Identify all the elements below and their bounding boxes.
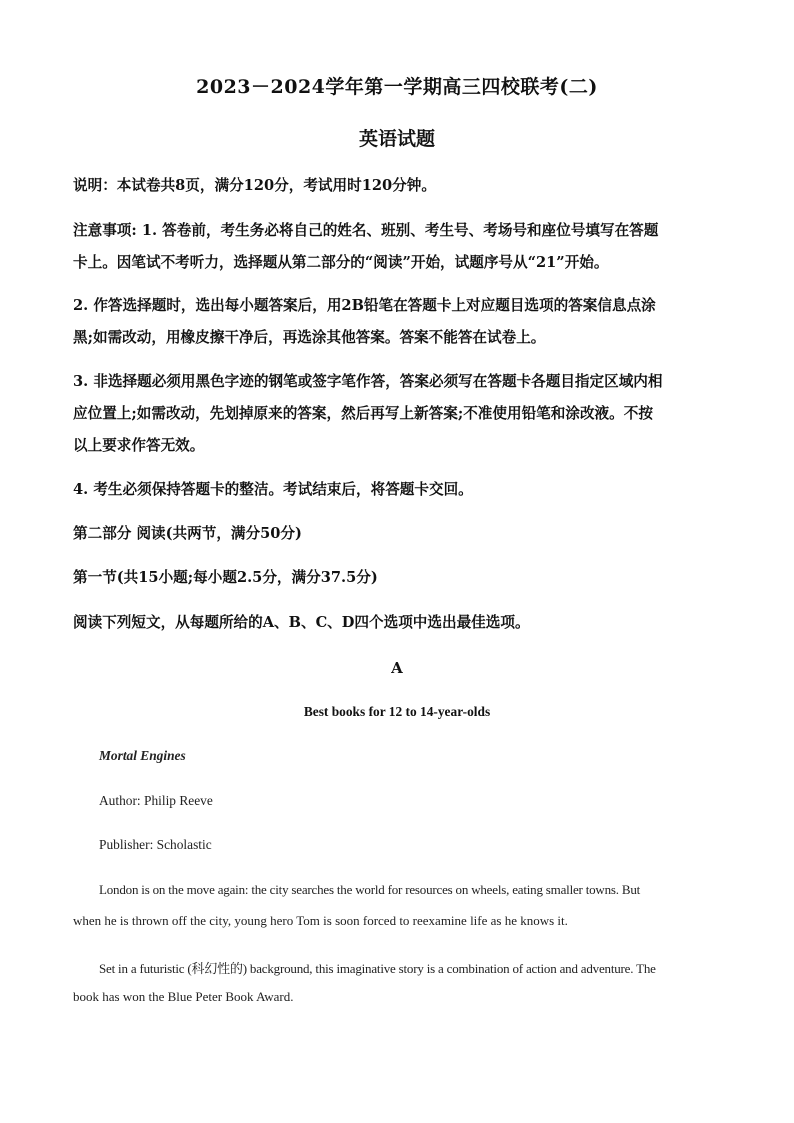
instruction-3-line-3: 以上要求作答无效。	[73, 437, 205, 454]
instruction-2-line-2: 黑;如需改动，用橡皮擦干净后，再选涂其他答案。答案不能答在试卷上。	[73, 329, 546, 346]
reading-directions: 阅读下列短文，从每题所给的A、B、C、D四个选项中选出最佳选项。	[73, 614, 530, 631]
passage-label: A	[391, 659, 403, 677]
instruction-2-line-1: 2. 作答选择题时，选出每小题答案后，用2B铅笔在答题卡上对应题目选项的答案信息点涂	[73, 297, 656, 314]
passage-heading: Best books for 12 to 14-year-olds	[303, 704, 491, 719]
book-review-line-2: book has won the Blue Peter Book Award.	[73, 989, 294, 1004]
book-review-line-1: Set in a futuristic (科幻性的) background, this imaginative story is a combination of action and adventure. The	[99, 961, 656, 976]
subsection-heading: 第一节(共15小题;每小题2.5分，满分37.5分)	[73, 569, 378, 586]
book-publisher: Publisher: Scholastic	[99, 837, 212, 852]
exam-note: 说明：本试卷共8页，满分120分，考试用时120分钟。	[73, 177, 436, 194]
book-title: Mortal Engines	[99, 748, 186, 763]
book-description-line-1: London is on the move again: the city searches the world for resources on wheels, eating smaller towns. But	[99, 882, 641, 897]
part-heading: 第二部分 阅读(共两节，满分50分)	[73, 525, 302, 542]
instruction-4: 4. 考生必须保持答题卡的整洁。考试结束后，将答题卡交回。	[73, 481, 473, 498]
instruction-1-line-2: 卡上。因笔试不考听力，选择题从第二部分的“阅读”开始，试题序号从“21”开始。	[73, 254, 609, 271]
instruction-3-line-2: 应位置上;如需改动，先划掉原来的答案，然后再写上新答案;不准使用铅笔和涂改液。不按	[73, 405, 653, 422]
exam-title: 2023－2024学年第一学期高三四校联考(二)	[196, 76, 598, 98]
instruction-1-line-1: 注意事项: 1. 答卷前，考生务必将自己的姓名、班别、考生号、考场号和座位号填写在答题	[73, 222, 659, 239]
book-author: Author: Philip Reeve	[99, 793, 213, 808]
instruction-3-line-1: 3. 非选择题必须用黑色字迹的钢笔或签字笔作答，答案必须写在答题卡各题目指定区域内相	[73, 373, 663, 390]
exam-subject: 英语试题	[358, 128, 435, 150]
book-description-line-2: when he is thrown off the city, young hero Tom is soon forced to reexamine life as he knows it.	[73, 913, 568, 928]
